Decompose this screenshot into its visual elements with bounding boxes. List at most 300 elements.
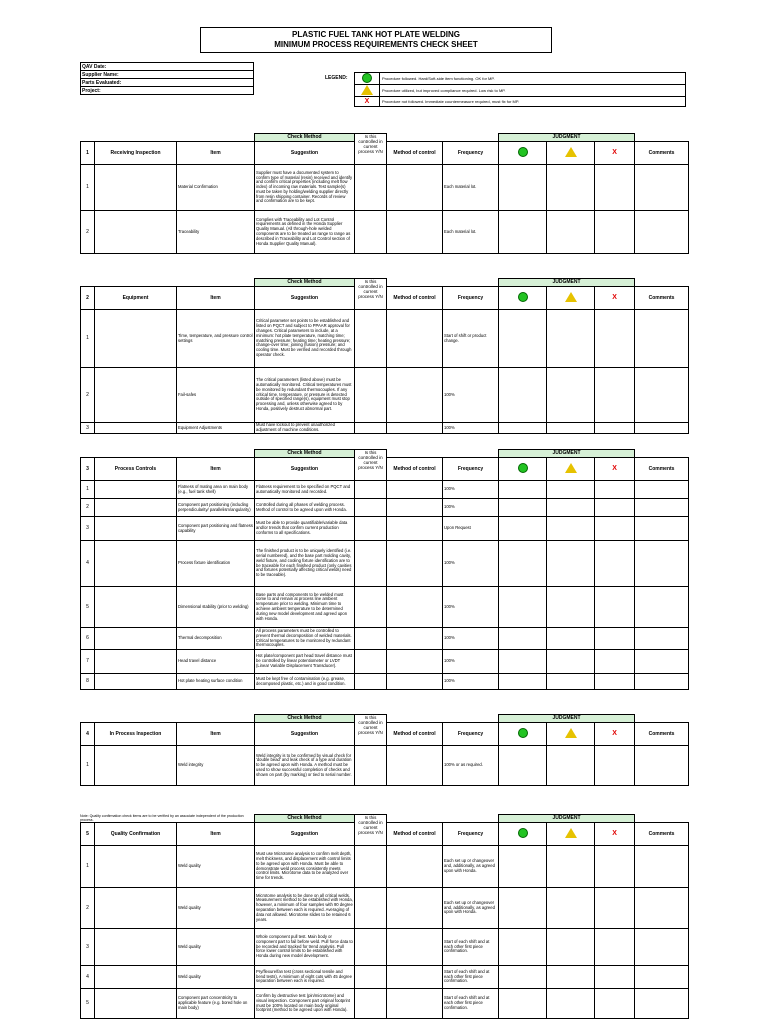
controlled-cell[interactable] — [355, 628, 387, 650]
item-header: Item — [177, 287, 255, 310]
green-circle-icon — [518, 292, 528, 302]
green-circle-icon — [518, 728, 528, 738]
judgment-improve-cell[interactable] — [547, 165, 595, 211]
frequency-cell: 100% — [443, 650, 499, 674]
yellow-triangle-icon — [565, 292, 577, 302]
red-x-icon: X — [612, 829, 617, 837]
frequency-cell: 100% — [443, 674, 499, 690]
judgment-ok-cell[interactable] — [499, 517, 547, 541]
judgment-improve-cell[interactable] — [547, 674, 595, 690]
item-cell: Component part positioning and flatness capability — [177, 517, 255, 541]
section-table — [80, 714, 689, 786]
frequency-cell: 100% — [443, 587, 499, 628]
table-row — [81, 481, 689, 499]
judgment-ok-cell[interactable] — [499, 165, 547, 211]
comments-cell[interactable] — [635, 650, 689, 674]
table-row — [81, 310, 689, 368]
judgment-ok-cell[interactable] — [499, 989, 547, 1019]
method-cell[interactable] — [387, 310, 443, 368]
suggestion-cell: The critical parameters (listed above) must be automatically monitored. Critical temperatures must be monitored by redundant thermocouples. If any critical time, temperature, or pressure is detected outside of specified range(s), equipment must stop processing and, unless otherwise agreed to by Honda, positively destruct abnormal part. — [255, 368, 355, 423]
supplier-name-label: Supplier Name: — [81, 71, 254, 79]
suggestion-cell: Whole component pull test. Main body or component part to fail before weld. Pull force data to be recorded and tracked for trend analysis. Pull force lower control limits to be established with Honda during new model development. — [255, 929, 355, 966]
project-label: Project: — [81, 87, 254, 95]
suggestion-header: Suggestion — [255, 287, 355, 310]
section-title: Equipment — [95, 287, 177, 310]
item-cell: Flatness of mating area on main body (e.g., fuel tank shell) — [177, 481, 255, 499]
judgment-ok-cell[interactable] — [499, 499, 547, 517]
judgment-ok-cell[interactable] — [499, 628, 547, 650]
item-header: Item — [177, 823, 255, 846]
suggestion-cell: Microtome analysis to be done on all critical welds. Measurement method to be established with Honda, however, a minimum of four samples with 90 degree separation between each is required. Averaging of data not allowed. Microtome slides to be retained 6 years. — [255, 888, 355, 929]
suggestion-cell: Must be kept free of contamination (e.g. grease, decomposed plastic, etc.) and in good condition. — [255, 674, 355, 690]
item-cell: Head travel distance — [177, 650, 255, 674]
row-number: 3 — [81, 423, 95, 434]
judgment-fix-cell[interactable] — [595, 674, 635, 690]
item-header: Item — [177, 142, 255, 165]
method-cell[interactable] — [387, 888, 443, 929]
red-x-icon: X — [612, 729, 617, 737]
judgment-improve-cell[interactable] — [547, 628, 595, 650]
suggestion-cell: Complies with Traceability and Lot Control requirements as defined in the Honda Supplier Quality Manual. (All through-hole welded components are to be treated as range to range as described in Traceability and Lot Control section of Honda Supplier Quality Manual). — [255, 211, 355, 254]
frequency-cell: Upon Request — [443, 517, 499, 541]
controlled-cell[interactable] — [355, 846, 387, 888]
method-cell[interactable] — [387, 368, 443, 423]
row-number: 3 — [81, 929, 95, 966]
frequency-cell: Each material lot. — [443, 165, 499, 211]
judgment-ok-cell[interactable] — [499, 310, 547, 368]
comments-cell[interactable] — [635, 966, 689, 989]
parts-evaluated-label: Parts Evaluated: — [81, 79, 254, 87]
table-row — [81, 211, 689, 254]
frequency-cell: 100% or as required. — [443, 746, 499, 786]
row-number: 2 — [81, 499, 95, 517]
check-method-header: Check Method — [255, 715, 355, 723]
judgment-fix-cell[interactable] — [595, 587, 635, 628]
note-text: Note: Quality confirmation check items are to be verified by an associate independent of the production process. — [80, 814, 244, 822]
controlled-cell[interactable] — [355, 587, 387, 628]
judgment-improve-cell[interactable] — [547, 368, 595, 423]
comments-cell[interactable] — [635, 888, 689, 929]
table-row — [81, 674, 689, 690]
judgment-improve-cell[interactable] — [547, 989, 595, 1019]
table-row — [81, 846, 689, 888]
section-title: Quality Confirmation — [95, 823, 177, 846]
frequency-cell: Start of shift or product change. — [443, 310, 499, 368]
red-x-icon: X — [612, 293, 617, 301]
suggestion-cell: Must have lockout to prevent unauthorized adjustment of machine conditions. — [255, 423, 355, 434]
judgment-fix-cell[interactable] — [595, 650, 635, 674]
judgment-ok-cell[interactable] — [499, 423, 547, 434]
frequency-header: Frequency — [443, 142, 499, 165]
controlled-cell[interactable] — [355, 989, 387, 1019]
frequency-header: Frequency — [443, 458, 499, 481]
method-cell[interactable] — [387, 481, 443, 499]
judgment-fix-cell[interactable] — [595, 499, 635, 517]
check-method-header: Check Method — [255, 134, 355, 142]
controlled-cell[interactable] — [355, 929, 387, 966]
controlled-cell[interactable] — [355, 368, 387, 423]
judgment-fix-cell[interactable] — [595, 423, 635, 434]
title-box — [200, 27, 552, 53]
frequency-cell: 100% — [443, 368, 499, 423]
method-of-control-header: Method of control — [387, 823, 443, 846]
judgment-ok-cell[interactable] — [499, 211, 547, 254]
item-header: Item — [177, 458, 255, 481]
legend-text-ok: Procedure followed. Hard/Soft-side item functioning. OK for MP. — [380, 73, 686, 85]
frequency-header: Frequency — [443, 823, 499, 846]
row-number: 5 — [81, 989, 95, 1019]
comments-cell[interactable] — [635, 310, 689, 368]
frequency-cell: Each set up or changeover and, additionally, as agreed upon with Honda. — [443, 846, 499, 888]
table-row — [81, 499, 689, 517]
table-row — [81, 368, 689, 423]
row-number: 4 — [81, 541, 95, 587]
suggestion-cell: All process parameters must be controlled to prevent thermal decomposition of welded materials. Critical temperatures to be monitored by redundant thermocouples. — [255, 628, 355, 650]
judgment-ok-cell[interactable] — [499, 966, 547, 989]
judgment-header: JUDGMENT — [499, 279, 635, 287]
method-cell[interactable] — [387, 650, 443, 674]
row-number: 1 — [81, 310, 95, 368]
comments-header: Comments — [635, 823, 689, 846]
table-row — [81, 888, 689, 929]
item-cell: Component part positioning (including perpendicularity/ parallelism/angularity) — [177, 499, 255, 517]
judgment-ok-cell[interactable] — [499, 481, 547, 499]
row-number: 2 — [81, 368, 95, 423]
judgment-ok-cell[interactable] — [499, 746, 547, 786]
row-number: 2 — [81, 888, 95, 929]
red-x-icon: X — [364, 98, 370, 105]
green-circle-icon — [518, 828, 528, 838]
method-cell[interactable] — [387, 423, 443, 434]
comments-cell[interactable] — [635, 211, 689, 254]
suggestion-header: Suggestion — [255, 723, 355, 746]
section-table — [80, 814, 689, 1019]
judgment-header: JUDGMENT — [499, 134, 635, 142]
judgment-fix-cell[interactable] — [595, 481, 635, 499]
judgment-ok-cell[interactable] — [499, 846, 547, 888]
judgment-ok-cell[interactable] — [499, 368, 547, 423]
item-cell: Hot plate heating surface condition — [177, 674, 255, 690]
comments-cell[interactable] — [635, 628, 689, 650]
method-cell[interactable] — [387, 989, 443, 1019]
legend-label: LEGEND: — [325, 75, 348, 81]
comments-cell[interactable] — [635, 517, 689, 541]
section-table — [80, 278, 689, 434]
section-title: Process Controls — [95, 458, 177, 481]
comments-cell[interactable] — [635, 499, 689, 517]
section-1 — [80, 133, 688, 254]
table-row — [81, 966, 689, 989]
judgment-improve-cell[interactable] — [547, 310, 595, 368]
table-row — [81, 165, 689, 211]
judgment-fix-cell[interactable] — [595, 628, 635, 650]
comments-cell[interactable] — [635, 674, 689, 690]
item-cell: Weld quality — [177, 966, 255, 989]
frequency-cell: Each set up or changeover and, additionally, as agreed upon with Honda. — [443, 888, 499, 929]
item-cell: Weld quality — [177, 846, 255, 888]
comments-header: Comments — [635, 458, 689, 481]
judgment-fix-cell[interactable] — [595, 541, 635, 587]
judgment-fix-cell[interactable] — [595, 989, 635, 1019]
frequency-cell: 100% — [443, 423, 499, 434]
judgment-improve-cell[interactable] — [547, 929, 595, 966]
suggestion-cell: Hot plate/component part head travel distance must be controlled by linear potentiometer or LVDT (Linear Variable Displacement Transducer). — [255, 650, 355, 674]
is-controlled-header: Is this controlled in current process Y/N — [355, 134, 387, 165]
comments-header: Comments — [635, 723, 689, 746]
info-table — [80, 62, 254, 95]
comments-header: Comments — [635, 142, 689, 165]
judgment-improve-cell[interactable] — [547, 650, 595, 674]
legend-table — [354, 72, 686, 107]
section-title: In Process Inspection — [95, 723, 177, 746]
comments-cell[interactable] — [635, 541, 689, 587]
method-cell[interactable] — [387, 587, 443, 628]
judgment-ok-cell[interactable] — [499, 674, 547, 690]
judgment-fix-cell[interactable] — [595, 517, 635, 541]
judgment-improve-cell[interactable] — [547, 481, 595, 499]
controlled-cell[interactable] — [355, 541, 387, 587]
method-of-control-header: Method of control — [387, 458, 443, 481]
method-cell[interactable] — [387, 165, 443, 211]
frequency-header: Frequency — [443, 723, 499, 746]
controlled-cell[interactable] — [355, 888, 387, 929]
judgment-improve-cell[interactable] — [547, 211, 595, 254]
judgment-header: JUDGMENT — [499, 450, 635, 458]
judgment-improve-cell[interactable] — [547, 888, 595, 929]
suggestion-header: Suggestion — [255, 823, 355, 846]
comments-cell[interactable] — [635, 423, 689, 434]
section-3 — [80, 449, 688, 690]
legend-text-fix: Procedure not followed. Immediate countermeasure required, must fix for MP. — [380, 97, 686, 107]
judgment-improve-cell[interactable] — [547, 499, 595, 517]
controlled-cell[interactable] — [355, 165, 387, 211]
judgment-fix-cell[interactable] — [595, 368, 635, 423]
method-of-control-header: Method of control — [387, 287, 443, 310]
controlled-cell[interactable] — [355, 310, 387, 368]
frequency-cell: 100% — [443, 628, 499, 650]
controlled-cell[interactable] — [355, 966, 387, 989]
yellow-triangle-icon — [565, 463, 577, 473]
table-row — [81, 541, 689, 587]
yellow-triangle-icon — [565, 828, 577, 838]
judgment-improve-cell[interactable] — [547, 587, 595, 628]
judgment-fix-cell[interactable] — [595, 165, 635, 211]
check-method-header: Check Method — [255, 279, 355, 287]
yellow-triangle-icon — [361, 85, 373, 95]
section-number: 2 — [81, 287, 95, 310]
row-number: 5 — [81, 587, 95, 628]
item-cell: Weld integrity — [177, 746, 255, 786]
controlled-cell[interactable] — [355, 481, 387, 499]
item-header: Item — [177, 723, 255, 746]
judgment-fix-cell[interactable] — [595, 846, 635, 888]
method-cell[interactable] — [387, 211, 443, 254]
is-controlled-header: Is this controlled in current process Y/N — [355, 450, 387, 481]
table-row — [81, 929, 689, 966]
section-number: 4 — [81, 723, 95, 746]
method-cell[interactable] — [387, 929, 443, 966]
judgment-header: JUDGMENT — [499, 715, 635, 723]
green-circle-icon — [362, 73, 372, 83]
row-number: 1 — [81, 846, 95, 888]
comments-cell[interactable] — [635, 929, 689, 966]
frequency-cell: Start of each shift and at each other first piece confirmation. — [443, 966, 499, 989]
suggestion-cell: Weld integrity is to be confirmed by visual check for 'double bead' and leak check of a type and duration to be agreed upon with Honda. A method must be used to show successful completion of checks and shown on part (by marking) or tied to serial number. — [255, 746, 355, 786]
frequency-header: Frequency — [443, 287, 499, 310]
method-cell[interactable] — [387, 517, 443, 541]
item-cell: Time, temperature, and pressure control settings — [177, 310, 255, 368]
title-line-1: PLASTIC FUEL TANK HOT PLATE WELDING — [292, 30, 460, 39]
comments-cell[interactable] — [635, 368, 689, 423]
suggestion-header: Suggestion — [255, 458, 355, 481]
method-cell[interactable] — [387, 746, 443, 786]
method-cell[interactable] — [387, 966, 443, 989]
check-method-header: Check Method — [255, 815, 355, 823]
red-x-icon: X — [612, 464, 617, 472]
section-title: Receiving Inspection — [95, 142, 177, 165]
item-cell: Process fixture identification — [177, 541, 255, 587]
is-controlled-header: Is this controlled in current process Y/N — [355, 715, 387, 746]
suggestion-cell: Supplier must have a documented system to confirm type of material (resin) received and identify and confirm critical properties (including melt flow index) of incoming raw materials. Test sample(s) must be taken by holding/welding supplier directly from resin shipping container. Records of review and confirmation are to be kept. — [255, 165, 355, 211]
frequency-cell: 100% — [443, 499, 499, 517]
check-method-header: Check Method — [255, 450, 355, 458]
controlled-cell[interactable] — [355, 499, 387, 517]
section-2 — [80, 278, 688, 434]
frequency-cell: Each material lot. — [443, 211, 499, 254]
judgment-header: JUDGMENT — [499, 815, 635, 823]
frequency-cell: Start of each shift and at each other first piece confirmation. — [443, 929, 499, 966]
item-cell: Fail-safes — [177, 368, 255, 423]
frequency-cell: 100% — [443, 481, 499, 499]
comments-cell[interactable] — [635, 481, 689, 499]
judgment-ok-cell[interactable] — [499, 587, 547, 628]
suggestion-header: Suggestion — [255, 142, 355, 165]
suggestion-cell: Confirm by destructive test (pin/microtome) and visual inspection. Component part original footprint must be 100% located on main body original footprint (method to be agreed upon with Honda). — [255, 989, 355, 1019]
controlled-cell[interactable] — [355, 650, 387, 674]
green-circle-icon — [518, 147, 528, 157]
table-row — [81, 628, 689, 650]
judgment-improve-cell[interactable] — [547, 966, 595, 989]
is-controlled-header: Is this controlled in current process Y/N — [355, 279, 387, 310]
judgment-fix-cell[interactable] — [595, 746, 635, 786]
suggestion-cell: Pry/flexure/fan test (cross sectional tensile and bend tests). A minimum of eight cuts with 45 degree separation between each is required. — [255, 966, 355, 989]
item-cell: Dimensional stability (prior to welding) — [177, 587, 255, 628]
section-table — [80, 449, 689, 690]
row-number: 1 — [81, 746, 95, 786]
suggestion-cell: Critical parameter set points to be established and listed on PQCT and subject to PPAAR approval for changes. Critical parameters to include, at a minimum: hot plate temperature, matching time; matching pressure; heating time; heating pressure; change-over time; joining (fusion) pressure; and cooling time. Must be verified and recorded through operator check. — [255, 310, 355, 368]
method-cell[interactable] — [387, 541, 443, 587]
comments-header: Comments — [635, 287, 689, 310]
table-row — [81, 517, 689, 541]
is-controlled-header: Is this controlled in current process Y/N — [355, 815, 387, 846]
comments-cell[interactable] — [635, 746, 689, 786]
comments-cell[interactable] — [635, 989, 689, 1019]
controlled-cell[interactable] — [355, 423, 387, 434]
controlled-cell[interactable] — [355, 674, 387, 690]
table-row — [81, 746, 689, 786]
method-cell[interactable] — [387, 628, 443, 650]
suggestion-cell: The finished product is to be uniquely identified (i.e. serial numbered), and the base part molding cavity, weld fixture, and cooling fixture identification are to be traceable for each finished product (only cavities and fixtures potentially affecting critical welds) need to be traceable). — [255, 541, 355, 587]
method-cell[interactable] — [387, 846, 443, 888]
row-number: 3 — [81, 517, 95, 541]
method-cell[interactable] — [387, 674, 443, 690]
item-cell: Component part concentricity to applicable feature (e.g. bored hole on main body) — [177, 989, 255, 1019]
controlled-cell[interactable] — [355, 517, 387, 541]
item-cell: Equipment Adjustments — [177, 423, 255, 434]
section-number: 3 — [81, 458, 95, 481]
row-number: 7 — [81, 650, 95, 674]
row-number: 1 — [81, 165, 95, 211]
item-cell: Material Confirmation — [177, 165, 255, 211]
legend-text-improve: Procedure utilized, but improved compliance required. Low risk to MP. — [380, 85, 686, 97]
judgment-ok-cell[interactable] — [499, 888, 547, 929]
judgment-fix-cell[interactable] — [595, 310, 635, 368]
judgment-fix-cell[interactable] — [595, 888, 635, 929]
comments-cell[interactable] — [635, 165, 689, 211]
suggestion-cell: Must be able to provide quantifiable/variable data and/or trends that confirm current production conforms to all specifications. — [255, 517, 355, 541]
judgment-improve-cell[interactable] — [547, 746, 595, 786]
suggestion-cell: Flatness requirement to be specified on PQCT and automatically monitored and recorded. — [255, 481, 355, 499]
controlled-cell[interactable] — [355, 211, 387, 254]
judgment-improve-cell[interactable] — [547, 846, 595, 888]
judgment-fix-cell[interactable] — [595, 966, 635, 989]
item-cell: Weld quality — [177, 929, 255, 966]
section-number: 1 — [81, 142, 95, 165]
table-row — [81, 587, 689, 628]
yellow-triangle-icon — [565, 728, 577, 738]
section-5 — [80, 814, 688, 1019]
judgment-ok-cell[interactable] — [499, 929, 547, 966]
title-line-2: MINIMUM PROCESS REQUIREMENTS CHECK SHEET — [274, 40, 478, 49]
item-cell: Weld quality — [177, 888, 255, 929]
section-number: 5 — [81, 823, 95, 846]
judgment-ok-cell[interactable] — [499, 650, 547, 674]
row-number: 2 — [81, 211, 95, 254]
judgment-ok-cell[interactable] — [499, 541, 547, 587]
comments-cell[interactable] — [635, 846, 689, 888]
controlled-cell[interactable] — [355, 746, 387, 786]
item-cell: Traceability — [177, 211, 255, 254]
section-table — [80, 133, 689, 254]
row-number: 4 — [81, 966, 95, 989]
section-4 — [80, 714, 688, 786]
table-row — [81, 989, 689, 1019]
row-number: 8 — [81, 674, 95, 690]
judgment-improve-cell[interactable] — [547, 541, 595, 587]
suggestion-cell: Base parts and components to be welded must come to and remain at process line ambient temperature prior to welding. Minimum time to achieve ambient temperature to be determined during new model development and agreed upon with Honda. — [255, 587, 355, 628]
suggestion-cell: Controlled during all phases of welding process. Method of control to be agreed upon with Honda. — [255, 499, 355, 517]
row-number: 6 — [81, 628, 95, 650]
table-row — [81, 650, 689, 674]
judgment-fix-cell[interactable] — [595, 929, 635, 966]
method-of-control-header: Method of control — [387, 142, 443, 165]
red-x-icon: X — [612, 148, 617, 156]
judgment-improve-cell[interactable] — [547, 423, 595, 434]
suggestion-cell: Must use Microtome analysis to confirm melt depth, melt thickness, and displacement with control limits to be agreed upon with Honda. Must be able to demonstrate weld process consistently meets control limits. Microtome data to be analyzed over time for trends. — [255, 846, 355, 888]
comments-cell[interactable] — [635, 587, 689, 628]
qav-date-label: QAV Date: — [81, 63, 254, 71]
table-row — [81, 423, 689, 434]
frequency-cell: 100% — [443, 541, 499, 587]
method-of-control-header: Method of control — [387, 723, 443, 746]
judgment-improve-cell[interactable] — [547, 517, 595, 541]
frequency-cell: Start of each shift and at each other first piece confirmation. — [443, 989, 499, 1019]
yellow-triangle-icon — [565, 147, 577, 157]
method-cell[interactable] — [387, 499, 443, 517]
row-number: 1 — [81, 481, 95, 499]
item-cell: Thermal decomposition — [177, 628, 255, 650]
judgment-fix-cell[interactable] — [595, 211, 635, 254]
